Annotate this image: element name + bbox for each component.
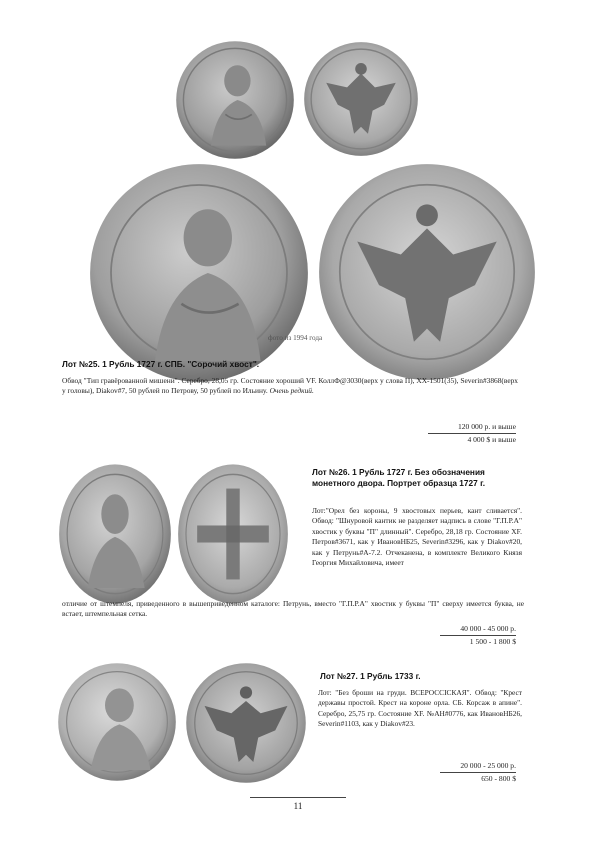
lot-27-obverse-coin: [55, 662, 179, 782]
photo-credit: фото из 1994 года: [268, 334, 323, 342]
lot-26-description-top: Лот:"Орел без короны, 9 хвостовых перьев, кант сливается". Обвод: "Шнуровой кантик не разделяет надпись в слове "Г.П.Р.А" хвостик у буквы "П" длинный". Серебро, 28,18 гр. Состояние XF. Петров#3671, как у ИвановНБ25, Severin#3296, как у Diakov#20, как у Петрунь#A-7.2. Отчеканена, в комплекте Великого Князя Георгия Михайловича, имеет: [312, 506, 522, 568]
lot-25-description-text: Обвод "Тип гравёрованной мишени". Серебро, 28,05 гр. Состояние хороший VF. КоллФ@3030(верх у слова П), ХХ-1501(35), Severin#3868(верх у головы), Diakov#7, 50 рублей по Петрову, 50 рублей по Ильину.: [62, 376, 518, 396]
page-number: 11: [293, 801, 303, 811]
lot-26-price-usd: 1 500 - 1 800 $: [469, 637, 516, 646]
lot-26-obverse-coin: [58, 463, 172, 605]
lot-27-title: Лот №27. 1 Рубль 1733 г.: [320, 671, 421, 681]
lot-25-obverse-coin: [89, 163, 309, 383]
footer-divider: [250, 797, 346, 798]
lot-27-price-rub: 20 000 - 25 000 р.: [460, 761, 516, 770]
lot-25-price-rub: 120 000 р. и выше: [457, 422, 516, 431]
lot-26-description-full: отличие от штемпеля, приведенного в вышеприведенном каталоге: Петрунь, вместо "Г.П.Р.А" хвостик у буквы "П" сверху имеется буква, не встает, штемпельная сетка.: [62, 599, 524, 619]
lot-25-description: [62, 376, 518, 397]
lot-27-reverse-coin: [184, 662, 308, 784]
lot-26-title: Лот №26. 1 Рубль 1727 г. Без обозначения монетного двора. Портрет образца 1727 г.: [312, 467, 486, 488]
lot-25-reverse-coin: [318, 163, 536, 381]
lot-27-price-usd: 650 - 800 $: [481, 774, 516, 783]
lot-25-small-reverse-coin: [303, 40, 419, 158]
lot-25-rarity: Очень редкий.: [269, 386, 314, 396]
lot-26-reverse-coin: [177, 463, 289, 605]
lot-25-title: Лот №25. 1 Рубль 1727 г. СПБ. "Сорочий хвост".: [62, 359, 260, 369]
lot-27-description: Лот: "Без броши на груди. ВСЕРОССIСКАЯ". Обвод: "Крест державы простой. Крест на короне орла. СБ. Корсаж в апине". Серебро, 25,75 гр. Состояние XF. №АН#0776, как ИвановНБ26, Severin#1103, как у Diakov#23.: [318, 688, 522, 729]
lot-26-price-rub: 40 000 - 45 000 р.: [460, 624, 516, 633]
lot-25-price-usd: 4 000 $ и выше: [467, 435, 516, 444]
lot-25-small-obverse-coin: [174, 40, 296, 160]
